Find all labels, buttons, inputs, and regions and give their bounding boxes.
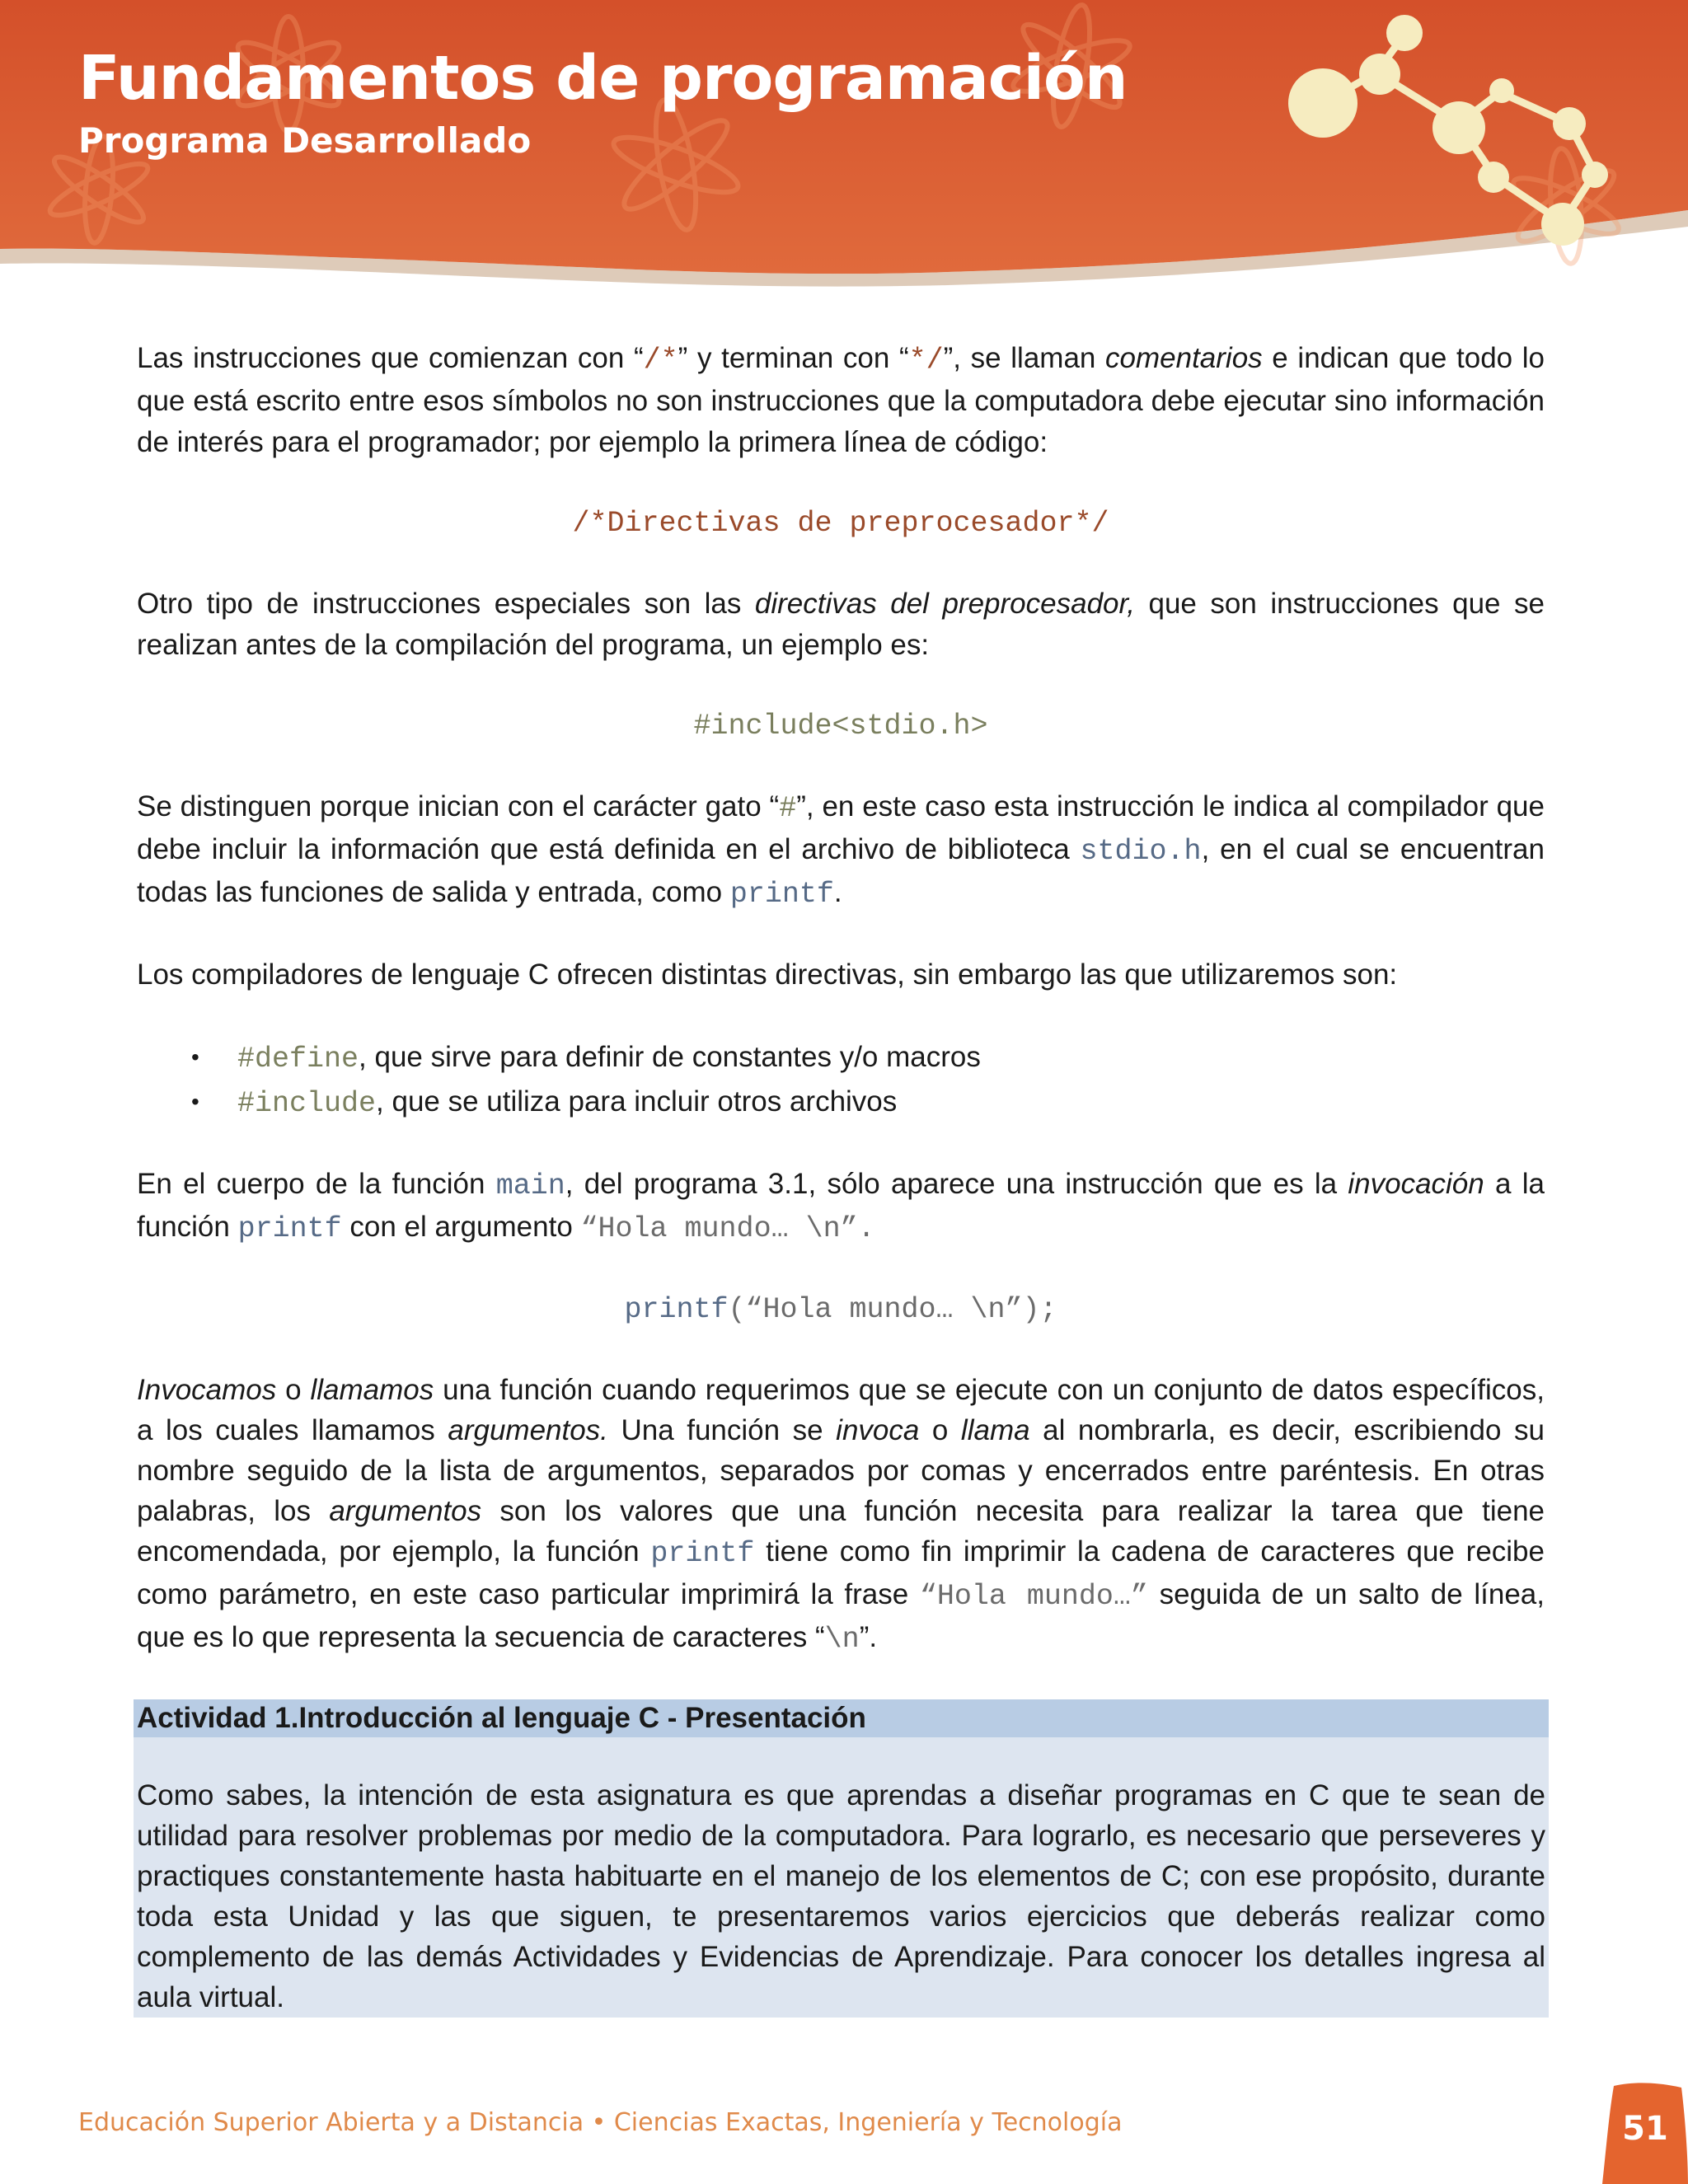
text: ”. xyxy=(859,1621,878,1653)
bullet-icon: • xyxy=(191,1044,199,1070)
code-printf: printf xyxy=(650,1537,755,1570)
emphasis: comentarios xyxy=(1105,342,1263,374)
activity-body: Como sabes, la intención de esta asignatura es que aprendas a diseñar programas en C que te sean de utilidad para resolver problemas por medio de la computadora. Para lograrlo, es necesario que perseveres y practiques constantemente hasta habituarte en el manejo de los elementos de C; con ese propósito, durante toda esta Unidad y las que siguen, te presentaremos varios ejercicios que deberás realizar como complemento de las demás Actividades y Evidencias de Aprendizaje. Para conocer los detalles ingresa al aula virtual. xyxy=(137,1779,1545,2013)
emphasis: directivas del preprocesador, xyxy=(754,588,1135,620)
activity-box xyxy=(134,1699,1549,2018)
code-define: #define xyxy=(237,1043,359,1076)
code-include: #include xyxy=(237,1087,377,1120)
text: o xyxy=(919,1414,961,1446)
activity-heading: Actividad 1.Introducción al lenguaje C - Presentación xyxy=(134,1699,1549,1737)
code-comment-close: */ xyxy=(908,344,944,377)
text: ” y terminan con “ xyxy=(678,342,909,374)
text: En el cuerpo de la función xyxy=(137,1168,496,1200)
page-title: Fundamentos de programación xyxy=(78,43,1128,114)
text: ”, se llaman xyxy=(943,342,1106,374)
text: que son instrucciones que se realizan antes de la compilación del programa, un ejemplo es: xyxy=(137,588,1545,661)
emphasis: Invocamos xyxy=(137,1374,277,1406)
text: una función cuando requerimos que se ejecute con un conjunto de datos específicos, a los cuales llamamos xyxy=(137,1374,1545,1446)
text: a la función xyxy=(137,1168,1545,1243)
text: tiene como fin imprimir la cadena de caracteres que recibe como parámetro, en este caso particular imprimirá la frase xyxy=(137,1535,1545,1610)
text: Las instrucciones que comienzan con “ xyxy=(137,342,644,374)
code-line-printf xyxy=(137,1289,1545,1330)
bullet-icon: • xyxy=(191,1089,199,1114)
code-argument: “Hola mundo… \n”. xyxy=(580,1212,875,1245)
code-printf: printf xyxy=(237,1212,342,1245)
code-newline: \n xyxy=(824,1623,860,1656)
paragraph-main xyxy=(137,1164,1545,1249)
page-subtitle: Programa Desarrollado xyxy=(78,120,532,161)
code-comment-open: /* xyxy=(643,344,678,377)
paragraph-directives xyxy=(137,583,1545,666)
paragraph-compilers: Los compiladores de lenguaje C ofrecen distintas directivas, sin embargo las que utilizaremos son: xyxy=(137,958,1398,991)
text: , que se utiliza para incluir otros archivos xyxy=(376,1085,898,1118)
code-line-comment: /*Directivas de preprocesador*/ xyxy=(572,507,1109,540)
code-printf: printf xyxy=(729,878,834,911)
text: . xyxy=(833,876,842,908)
list-item xyxy=(137,1080,1545,1124)
emphasis: argumentos. xyxy=(448,1414,608,1446)
text: , que sirve para definir de constantes y/o macros xyxy=(359,1041,981,1073)
code-main: main xyxy=(495,1169,565,1202)
emphasis: argumentos xyxy=(329,1495,482,1527)
code-stdio: stdio.h xyxy=(1080,835,1202,868)
main-content xyxy=(137,338,1545,1660)
text: Otro tipo de instrucciones especiales son las xyxy=(137,588,755,620)
paragraph-invocation xyxy=(137,1370,1545,1660)
text: al nombrarla, es decir, escribiendo su nombre seguido de la lista de argumentos, separados por comas y encerrados entre paréntesis. En otras palabras, los xyxy=(137,1414,1545,1527)
text: seguida de un salto de línea, que es lo que representa la secuencia de caracteres “ xyxy=(137,1578,1545,1653)
text: , del programa 3.1, sólo aparece una instrucción que es la xyxy=(565,1168,1348,1200)
emphasis: llamamos xyxy=(310,1374,434,1406)
text: Una función se xyxy=(607,1414,837,1446)
text: con el argumento xyxy=(341,1211,581,1243)
code-hola: “Hola mundo…” xyxy=(919,1580,1148,1613)
text: son los valores que una función necesita para realizar la tarea que tiene encomendada, por ejemplo, la función xyxy=(137,1495,1545,1568)
paragraph-comments xyxy=(137,338,1545,463)
code-function: printf xyxy=(624,1293,729,1326)
page-number: 51 xyxy=(1622,2110,1668,2148)
directives-list xyxy=(137,1035,1545,1124)
emphasis: llama xyxy=(960,1414,1030,1446)
code-args: (“Hola mundo… \n”); xyxy=(728,1293,1057,1326)
footer-text: Educación Superior Abierta y a Distancia • Ciencias Exactas, Ingeniería y Tecnología xyxy=(78,2108,1123,2137)
header-banner xyxy=(0,0,1688,297)
text: Se distinguen porque inician con el carácter gato “ xyxy=(137,790,780,823)
emphasis: invocación xyxy=(1348,1168,1484,1200)
list-item xyxy=(137,1035,1545,1080)
text: ”, en este caso esta instrucción le indica al compilador que debe incluir la información que está definida en el archivo de biblioteca xyxy=(137,790,1545,865)
text: , en el cual se encuentran todas las funciones de salida y entrada, como xyxy=(137,833,1545,908)
code-line-include: #include<stdio.h> xyxy=(693,710,988,743)
emphasis: invoca xyxy=(836,1414,920,1446)
paragraph-gato xyxy=(137,786,1545,915)
text: e indican que todo lo que está escrito entre esos símbolos no son instrucciones que la computadora debe ejecutar sino información de interés para el programador; por ejemplo la primera línea de código: xyxy=(137,342,1545,458)
text: o xyxy=(276,1374,311,1406)
code-hash: # xyxy=(779,792,797,825)
